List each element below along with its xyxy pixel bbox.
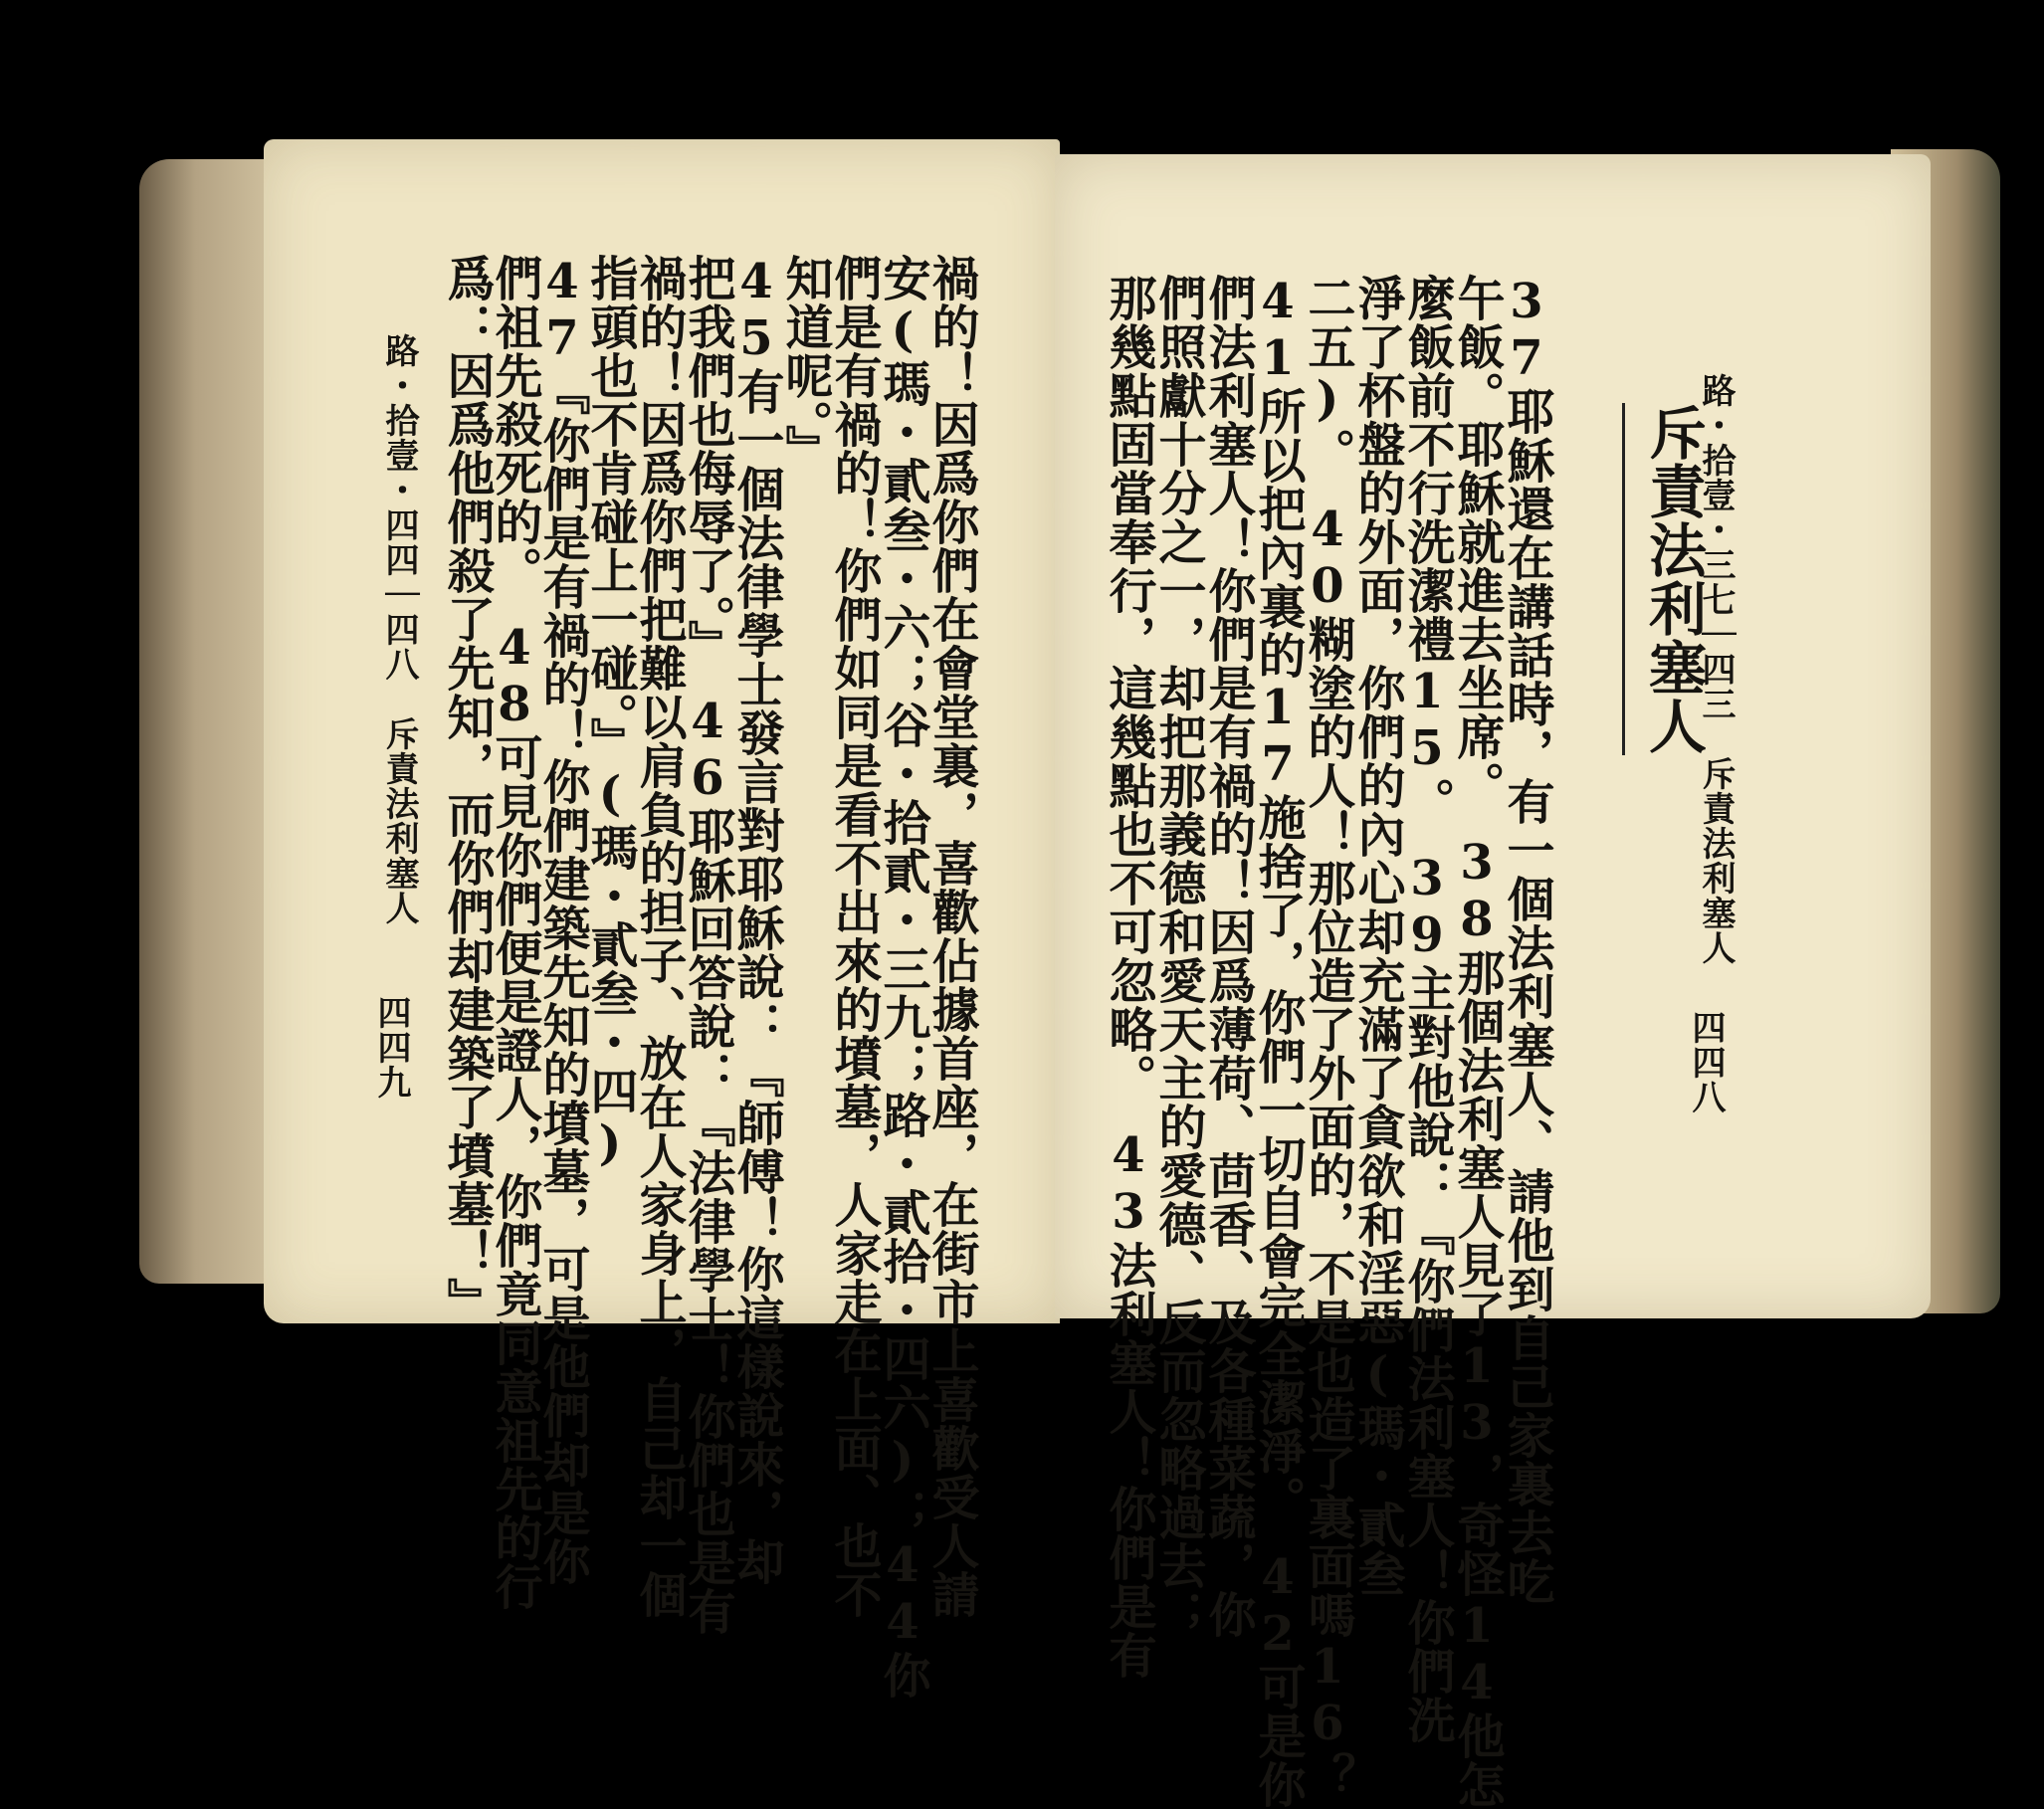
- text-line: 淨了杯盤的外面，你們的內心却充滿了貪欲和淫惡(瑪・貳叁: [1349, 274, 1405, 1598]
- text-line: 禍的！因爲你們把難以肩負的担子、放在人家身上，自己却一個: [631, 254, 687, 1619]
- text-line: 午飯。耶穌就進去坐席。 38那個法利塞人見了13，奇怪14他怎: [1449, 274, 1505, 1809]
- left-page-edge: [139, 159, 279, 1284]
- text-line: 安(瑪・貳叁・六；谷・拾貳・三九；路・貳拾・四六)；44你: [875, 254, 930, 1700]
- running-header: 路・拾壹・四四｜四八 斥責法利塞人: [379, 333, 419, 925]
- text-line: 禍的！因爲你們在會堂裏，喜歡佔據首座，在街市上喜歡受人請: [923, 254, 979, 1619]
- text-line: 知道呢。』: [777, 254, 833, 474]
- page-number: 四四九: [371, 995, 411, 1100]
- text-line: 41所以把內裏的17施捨了，你們一切自會完全潔淨。 42可是你: [1250, 274, 1306, 1809]
- section-title: 斥責法利塞人: [1622, 403, 1715, 755]
- page-number: 四四八: [1686, 1010, 1726, 1114]
- text-line: 們法利塞人！你們是有禍的！因爲薄荷、茴香、及各種菜蔬，你: [1200, 274, 1256, 1639]
- text-line: 指頭也不肯碰上一碰。』(瑪・貳叁・四): [582, 254, 638, 1172]
- text-line: 們照獻十分之一，却把那義德和愛天主的愛德、反而忽略過去；: [1150, 274, 1206, 1639]
- text-line: 麼飯前不行洗潔禮15。 39主對他說：『你們法利塞人！你們洗: [1399, 274, 1455, 1744]
- left-page: [264, 139, 1060, 1700]
- text-line: 二五)。 40糊塗的人！那位造了外面的，不是也造了裏面嗎16？: [1300, 274, 1355, 1801]
- text-line: 把我們也侮辱了。』 46耶穌回答說：『法律學士！你們也是有: [680, 254, 735, 1636]
- right-page: [1055, 154, 1931, 1809]
- text-line: 37耶穌還在講話時，有一個法利塞人、請他到自己家裏去吃: [1499, 274, 1554, 1606]
- text-line: 那幾點固當奉行，這幾點也不可忽略。 43法利塞人！你們是有: [1101, 274, 1156, 1680]
- text-line: 45有一個法律學士發言對耶穌說：『師傅！你這樣說來，却: [728, 254, 784, 1586]
- text-line: 們是有禍的！你們如同是看不出來的墳墓，人家走在上面、也不: [826, 254, 882, 1619]
- text-line: 們祖先殺死的。 48可見你們便是證人，你們竟同意祖先的行: [487, 254, 542, 1611]
- running-header: 路・拾壹・三七｜四三 斥責法利塞人: [1696, 373, 1736, 965]
- text-line: 爲：因爲他們殺了先知，而你們却建築了墳墓！』: [439, 254, 495, 1326]
- text-line: 47『你們是有禍的！你們建築先知的墳墓，可是他們却是你: [534, 254, 590, 1586]
